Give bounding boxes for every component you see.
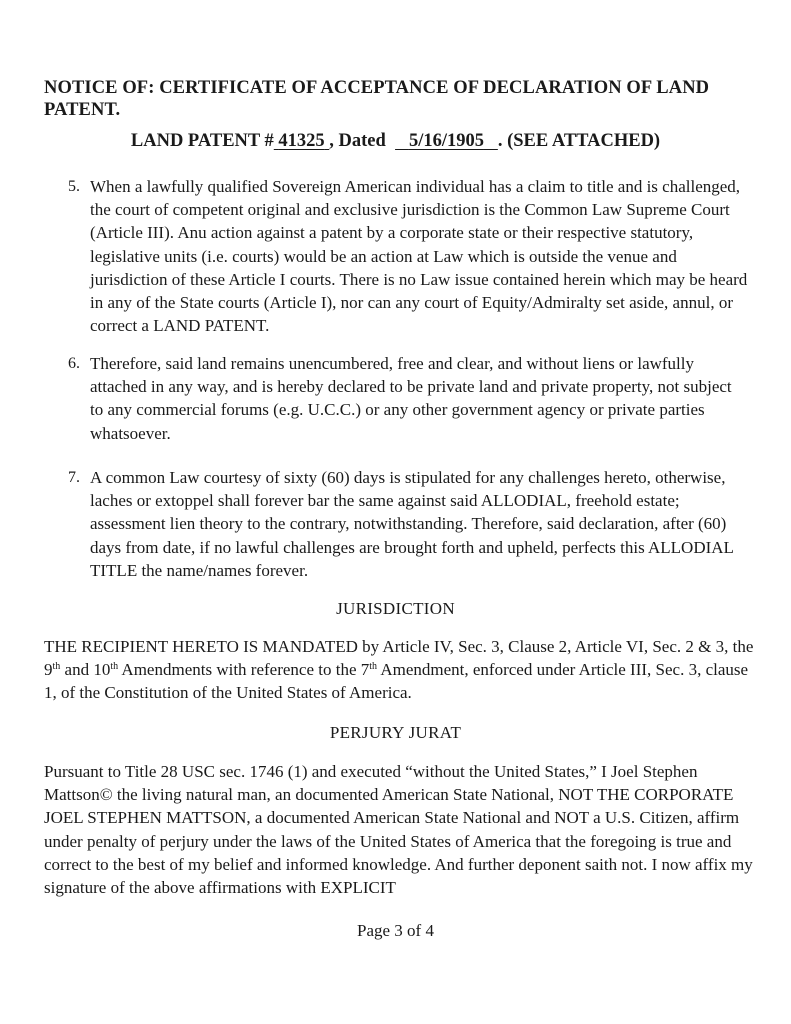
list-item-5 — [68, 175, 748, 337]
perjury-paragraph: Pursuant to Title 28 USC sec. 1746 (1) and executed “without the United States,” I Joel Stephen Mattson© the living natural man, an documented American State National, NOT THE CORPORATE JOEL STEPHEN MATTSON, a documented American State National and NOT a U.S. Citizen, affirm under penalty of perjury under the laws of the United States of America that the foregoing is true and correct to the best of my belief and informed knowledge. And further deponent saith not. I now affix my signature of the above affirmations with EXPLICIT — [44, 762, 753, 898]
patent-dated-label: , Dated — [329, 131, 386, 151]
item-number: 6. — [68, 355, 80, 372]
patent-date: 5/16/1905 — [408, 131, 484, 151]
patent-prefix: LAND PATENT # — [130, 131, 274, 151]
item-text: A common Law courtesy of sixty (60) days is stipulated for any challenges hereto, otherwise, laches or extoppel shall forever bar the same against said ALLODIAL, freehold estate; assessment lien theory to the contrary, notwithstanding. Therefore, said declaration, after (60) days from date, if no lawful challenges are brought forth and upheld, perfects this ALLODIAL TITLE the name/names forever. — [90, 468, 734, 580]
list-item-7 — [68, 466, 748, 582]
item-number: 5. — [68, 178, 80, 195]
land-patent-line — [0, 129, 791, 153]
jurisdiction-paragraph: THE RECIPIENT HERETO IS MANDATED by Article IV, Sec. 3, Clause 2, Article VI, Sec. 2 & 3, the 9th and 10th Amendments with reference to the 7th Amendment, enforced under Article III, Sec. 3, clause 1, of the Constitution of the United States of America. — [44, 637, 754, 703]
document-title: NOTICE OF: CERTIFICATE OF ACCEPTANCE OF DECLARATION OF LAND PATENT. — [44, 78, 710, 120]
item-number: 7. — [68, 469, 80, 486]
list-item-6 — [68, 352, 748, 445]
perjury-jurat-heading: PERJURY JURAT — [329, 723, 462, 742]
item-text: Therefore, said land remains unencumbered, free and clear, and without liens or lawfully attached in any way, and is hereby declared to be private land and private property, not subject to any commercial forums (e.g. U.C.C.) or any other government agency or private parties whatsoever. — [90, 354, 732, 443]
jurisdiction-heading: JURISDICTION — [336, 599, 455, 618]
patent-suffix: . (SEE ATTACHED) — [497, 131, 661, 151]
patent-number: 41325 — [278, 131, 325, 151]
page-number: Page 3 of 4 — [357, 921, 434, 940]
item-text: When a lawfully qualified Sovereign American individual has a claim to title and is challenged, the court of competent original and exclusive jurisdiction is the Common Law Supreme Court (Article III). Anu action against a patent by a corporate state or their respective statutory, legislative units (i.e. courts) would be an action at Law which is outside the venue and jurisdiction of these Article I courts. There is no Law issue contained herein which may be heard in any of the State courts (Article I), nor can any court of Equity/Admiralty set aside, annul, or correct a LAND PATENT. — [90, 177, 748, 336]
